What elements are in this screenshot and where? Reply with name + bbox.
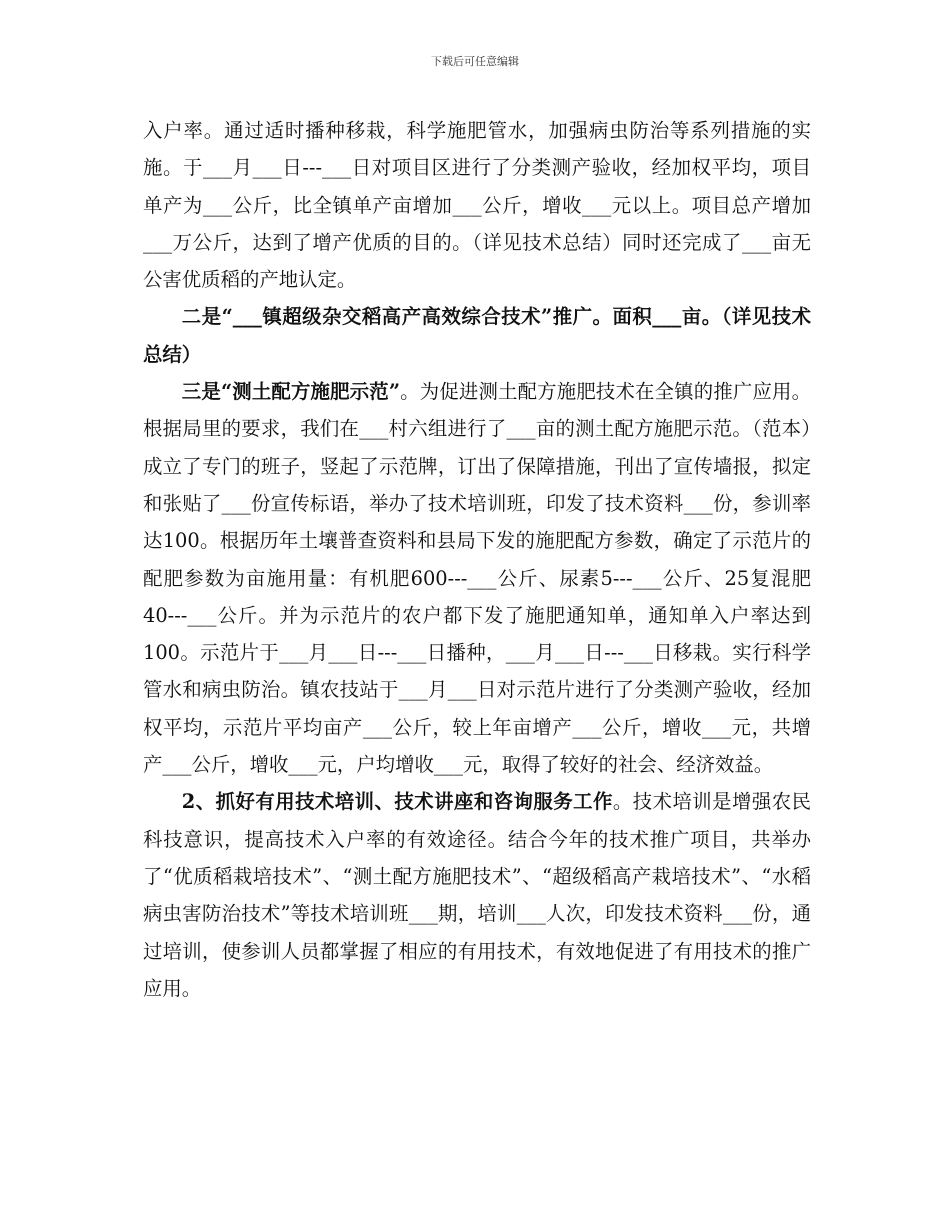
paragraph-3: [143, 373, 811, 783]
paragraph-2: 二是“___镇超级杂交稻高产高效综合技术”推广。面积___亩。（详见技术总结）: [143, 305, 811, 366]
document-body: [143, 112, 811, 1007]
paragraph-1: 入户率。通过适时播种移栽，科学施肥管水，加强病虫防治等系列措施的实施。于___月___日---___日对项目区进行了分类测产验收，经加权平均，项目单产为___公斤，比全镇单产亩增加___公斤，增收___元以上。项目总产增加___万公斤，达到了增产优质的目的。（详见技术总结）同时还完成了___亩无公害优质稻的产地认定。: [143, 119, 811, 292]
paragraph-3-text: 。为促进测土配方施肥技术在全镇的推广应用。根据局里的要求，我们在___村六组进行了___亩的测土配方施肥示范。（范本）成立了专门的班子，竖起了示范牌，订出了保障措施，刊出了宣传墙报，拟定和张贴了___份宣传标语，举办了技术培训班，印发了技术资料___份，参训率达100。根据历年土壤普查资料和县局下发的施肥配方参数，确定了示范片的配肥参数为亩施用量：有机肥600---___公斤、尿素5---___公斤、25复混肥40---___公斤。并为示范片的农户都下发了施肥通知单，通知单入户率达到100。示范片于___月___日---___日播种，___月___日---___日移栽。实行科学管水和病虫防治。镇农技站于___月___日对示范片进行了分类测产验收，经加权平均，示范片平均亩产___公斤，较上年亩增产___公斤，增收___元，共增产___公斤，增收___元，户均增收___元，取得了较好的社会、经济效益。: [143, 380, 811, 777]
paragraph-4-heading: 2、抓好有用技术培训、技术讲座和咨询服务工作: [181, 790, 613, 814]
paragraph-3-heading: 三是“测土配方施肥示范”: [181, 380, 400, 404]
paragraph-4: [143, 783, 811, 1007]
paragraph-4-text: 。技术培训是增强农民科技意识，提高技术入户率的有效途径。结合今年的技术推广项目，共举办了“优质稻栽培技术”、“测土配方施肥技术”、“超级稻高产栽培技术”、“水稻病虫害防治技术”等技术培训班___期，培训___人次，印发技术资料___份，通过培训，使参训人员都掌握了相应的有用技术，有效地促进了有用技术的推广应用。: [143, 790, 812, 1000]
page-header: 下载后可任意编辑: [431, 55, 519, 68]
